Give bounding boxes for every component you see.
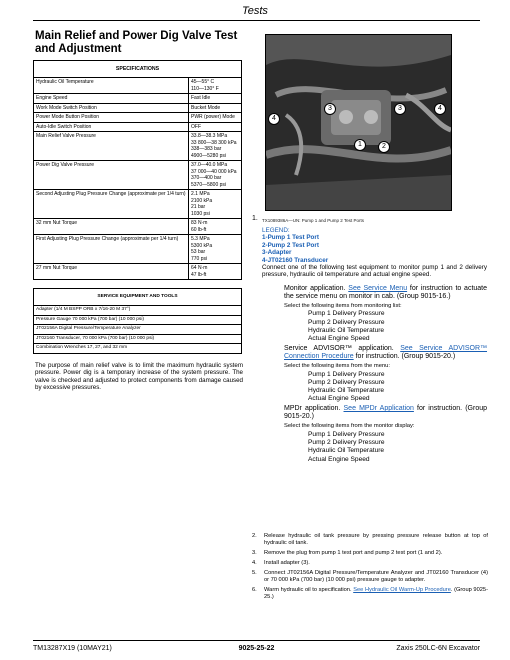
footer-model: Zaxis 250LC-6N Excavator (396, 645, 480, 652)
left-column (33, 30, 243, 392)
spec-value-line: 60 lb-ft (191, 226, 207, 233)
step-number-1: 1. (252, 215, 258, 222)
spec-value-line: 21 bar (191, 204, 206, 210)
mpdr-item: Pump 1 Delivery Pressure (308, 430, 385, 438)
spec-value (189, 190, 242, 219)
spec-label: Auto-Idle Switch Position (34, 122, 189, 132)
legend-heading: LEGEND: (262, 227, 290, 234)
section-title: Main Relief and Power Dig Valve Test and Adjustment (35, 30, 238, 55)
spec-value-line: 2100 kPa (191, 197, 213, 204)
page-header (0, 0, 510, 22)
menu-select-label: Select the following items from the menu: (284, 363, 391, 370)
spec-value-line: 1030 psi (191, 210, 210, 217)
display-select-label: Select the following items from the monitor display: (284, 423, 415, 430)
spec-value-line: 33 800—38 300 kPa (191, 139, 237, 146)
step-2-text: Release hydraulic oil tank pressure by pressing pressure release button at top of hydraulic oil tank. (264, 533, 488, 546)
spec-value-line: 45—55° C (191, 79, 215, 85)
callout-3-left: 3 (324, 103, 336, 115)
legend-item-4: 4-JT02160 Transducer (262, 256, 329, 264)
tools-body (34, 306, 242, 354)
tool-item: JT02156A Digital Pressure/Temperature Analyzer (34, 325, 242, 335)
spec-row (34, 122, 242, 132)
advisor-item: Pump 1 Delivery Pressure (308, 370, 385, 378)
legend-item-3: 3-Adapter (262, 249, 292, 257)
step-5 (252, 570, 488, 584)
callout-4-right: 4 (434, 103, 446, 115)
spec-value-line: 37 000—40 000 kPa (191, 168, 237, 175)
step-6-post: . (Group 9025-25.) (264, 587, 488, 600)
spec-value (189, 94, 242, 104)
spec-value (189, 103, 242, 113)
monitor-pre: Monitor application. (284, 284, 346, 292)
mpdr-link[interactable]: See MPDr Application (343, 405, 414, 413)
spec-value-line: 4900—5280 psi (191, 152, 227, 159)
spec-value-line: 5300 kPa (191, 242, 213, 249)
tool-item: JT02160 Transducer, 70 000 kPa (700 bar) (10 000 psi) (34, 334, 242, 344)
spec-value-line: 33.8—38.3 MPa (191, 133, 228, 139)
tools-table (33, 288, 242, 354)
advisor-item: Hydraulic Oil Temperature (308, 387, 385, 395)
spec-value-line: Bucket Mode (191, 104, 221, 111)
mpdr-item: Actual Engine Speed (308, 455, 370, 463)
step-4 (252, 560, 488, 567)
monitor-select-label: Select the following items from monitoring list: (284, 302, 402, 309)
spec-label: Power Mode Button Position (34, 113, 189, 123)
spec-value-line: PWR (power) Mode (191, 114, 235, 120)
step-5-number: 5. (252, 570, 257, 576)
purpose-paragraph: The purpose of main relief valve is to limit the maximum hydraulic system pressure. Power dig is a temporary increase of the system pressure. The valve is checked and adjusted to protect components from damage caused by excessive pressures. (35, 361, 243, 391)
mpdr-paragraph (284, 405, 487, 421)
step-3-text: Remove the plug from pump 1 test port and pump 2 test port (1 and 2). (264, 550, 443, 556)
legend-item-2: 2-Pump 2 Test Port (262, 241, 319, 249)
footer-page-number: 9025-25-22 (238, 645, 275, 652)
spec-label: Work Mode Switch Position (34, 103, 189, 113)
monitor-item: Actual Engine Speed (308, 334, 370, 342)
procedure-steps (252, 533, 488, 604)
monitor-item: Hydraulic Oil Temperature (308, 326, 385, 334)
spec-value-line: 770 psi (191, 255, 208, 262)
tool-row (34, 334, 242, 344)
tools-heading: SERVICE EQUIPMENT AND TOOLS (34, 289, 242, 306)
step-6-text: Warm hydraulic oil to specification. (264, 587, 352, 593)
header-title: Tests (242, 5, 268, 17)
monitor-item: Pump 2 Delivery Pressure (308, 318, 385, 326)
spec-label: Second Adjusting Plug Pressure Change (approximate per 1/4 turn) (34, 190, 189, 219)
step-3 (252, 550, 488, 557)
callout-3-right: 3 (394, 103, 406, 115)
monitor-items (308, 310, 487, 343)
advisor-item: Pump 2 Delivery Pressure (308, 378, 385, 386)
spec-value-line: 83 N·m (191, 220, 208, 226)
mpdr-item: Pump 2 Delivery Pressure (308, 439, 385, 447)
tool-row (34, 315, 242, 325)
monitor-item: Pump 1 Delivery Pressure (308, 310, 385, 318)
spec-value (189, 235, 242, 264)
spec-row (34, 219, 242, 235)
monitor-post: for instruction to actuate the service menu on monitor in cab. (Group 9015-16.) (284, 284, 488, 300)
tool-row (34, 344, 242, 354)
spec-label: Engine Speed (34, 94, 189, 104)
mpdr-post: for instruction. (Group 9015-20.) (284, 405, 488, 421)
advisor-items (308, 371, 487, 404)
spec-row (34, 94, 242, 104)
callout-2: 2 (378, 141, 390, 153)
spec-row (34, 132, 242, 161)
spec-value (189, 113, 242, 123)
test-ports-photo (265, 34, 452, 211)
spec-label: 27 mm Nut Torque (34, 264, 189, 280)
service-advisor-link[interactable]: See Service ADVISOR™ Connection Procedure (284, 345, 488, 361)
tool-item: Adapter (1/4 M BSPP ORB x 7/16-20 M 37°) (34, 306, 242, 316)
spec-row (34, 103, 242, 113)
spec-value-line: 64 N·m (191, 265, 208, 271)
mpdr-pre: MPDr application. (284, 405, 341, 413)
legend-item-1: 1-Pump 1 Test Port (262, 234, 319, 242)
service-menu-link[interactable]: See Service Menu (348, 284, 408, 292)
spec-value-line: 47 lb-ft (191, 271, 207, 278)
tool-row (34, 325, 242, 335)
specifications-heading: SPECIFICATIONS (34, 61, 242, 78)
step-3-number: 3. (252, 550, 257, 556)
step1-intro: Connect one of the following test equipment to monitor pump 1 and 2 delivery pressure, hydraulic oil temperature and actual engine speed. (262, 264, 487, 279)
advisor-pre: Service ADVISOR™ application. (284, 345, 394, 353)
monitor-option (284, 285, 487, 464)
step-6 (252, 587, 488, 601)
spec-value (189, 219, 242, 235)
tool-row (34, 306, 242, 316)
step-4-number: 4. (252, 560, 257, 566)
footer-doc-id: TM13287X19 (10MAY21) (33, 645, 112, 652)
page-footer (33, 640, 480, 652)
spec-value-line: 110—130° F (191, 85, 219, 92)
spec-label: Hydraulic Oil Temperature (34, 78, 189, 94)
monitor-paragraph (284, 285, 487, 301)
spec-value (189, 132, 242, 161)
header-rule (33, 20, 480, 21)
step-4-text: Install adapter (3). (264, 560, 310, 566)
spec-row (34, 190, 242, 219)
advisor-item: Actual Engine Speed (308, 395, 370, 403)
mpdr-items (308, 431, 487, 464)
spec-value-line: 2.1 MPa (191, 191, 210, 197)
advisor-post: for instruction. (Group 9015-20.) (355, 353, 456, 361)
mpdr-item: Hydraulic Oil Temperature (308, 447, 385, 455)
spec-value-line: 37.0—40.0 MPa (191, 162, 228, 168)
spec-label: 32 mm Nut Torque (34, 219, 189, 235)
engine-photo-illustration (266, 35, 451, 210)
spec-value-line: 338—383 bar (191, 146, 222, 152)
spec-label: Power Dig Valve Pressure (34, 161, 189, 190)
spec-value-line: 53 bar (191, 249, 206, 255)
spec-value-line: 370—400 bar (191, 175, 222, 181)
step-2-number: 2. (252, 533, 257, 539)
spec-row (34, 113, 242, 123)
specifications-body (34, 78, 242, 280)
spec-value (189, 264, 242, 280)
spec-value (189, 78, 242, 94)
callout-1: 1 (354, 139, 366, 151)
spec-row (34, 78, 242, 94)
tool-item: Combination Wrenches 17, 27, and 32 mm (34, 344, 242, 354)
spec-value-line: Fast Idle (191, 95, 211, 101)
spec-value (189, 122, 242, 132)
step-6-number: 6. (252, 587, 257, 593)
tool-item: Pressure Gauge 70 000 kPa (700 bar) (10 000 psi) (34, 315, 242, 325)
legend-and-step1 (262, 227, 487, 464)
step-2 (252, 533, 488, 547)
spec-value-line: 5370—5800 psi (191, 181, 227, 188)
spec-row (34, 264, 242, 280)
specifications-table (33, 60, 242, 280)
spec-value-line: OFF (191, 123, 201, 130)
spec-row (34, 161, 242, 190)
step-5-text: Connect JT02156A Digital Pressure/Temperature Analyzer and JT02160 Transducer (4) or 70 000 kPa (700 bar) (10 000 psi) pressure gauge to adapter. (264, 570, 488, 583)
advisor-paragraph (284, 345, 487, 361)
spec-label: Main Relief Valve Pressure (34, 132, 189, 161)
spec-value (189, 161, 242, 190)
spec-value-line: 5.3 MPa (191, 236, 210, 242)
callout-4-left: 4 (268, 113, 280, 125)
figure-caption: TX1089386A—UN: Pump 1 and Pump 2 Test Ports (262, 218, 364, 223)
spec-label: First Adjusting Plug Pressure Change (approximate per 1/4 turn) (34, 235, 189, 264)
spec-row (34, 235, 242, 264)
warm-up-procedure-link[interactable]: See Hydraulic Oil Warm-Up Procedure (353, 587, 451, 593)
